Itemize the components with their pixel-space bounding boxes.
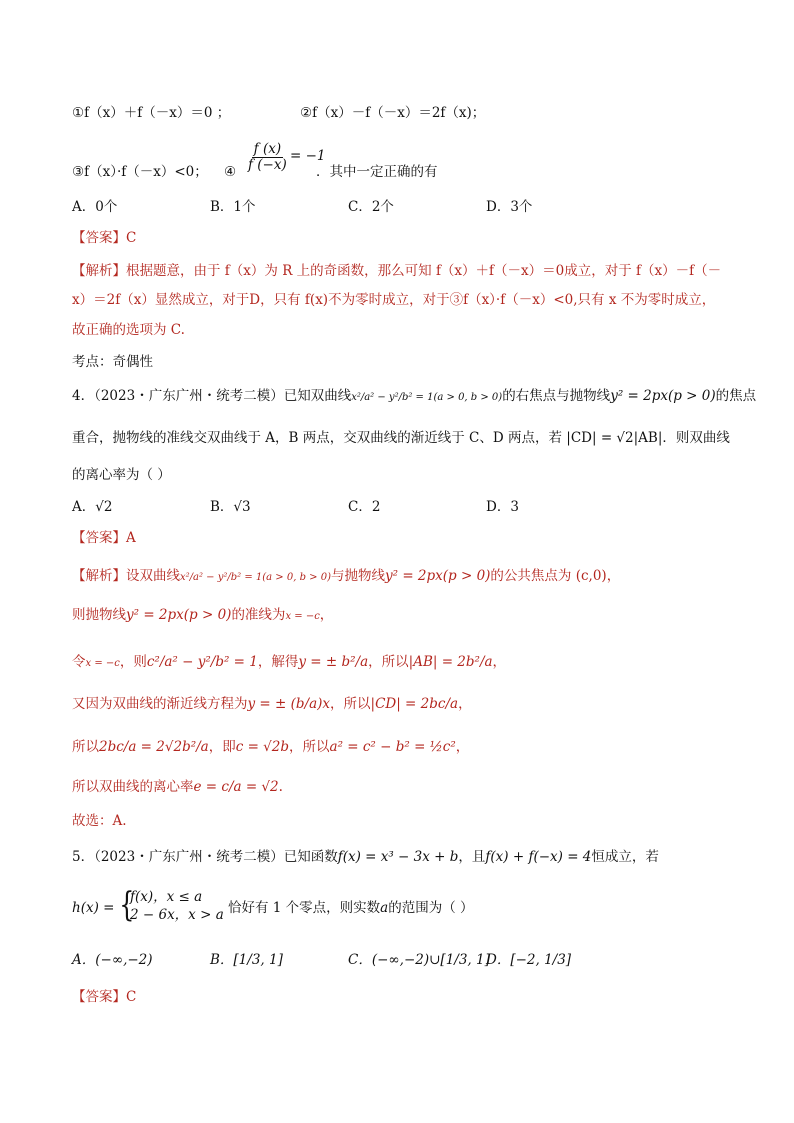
q3-statement-4-label: ④ [224, 164, 237, 180]
q4-sol1-a: 设双曲线 [126, 568, 180, 584]
q3-answer: 【答案】C [72, 230, 137, 246]
q3-option-a: A．0个 [72, 199, 118, 215]
q4-sol5-c: ，所以 [289, 739, 330, 755]
q3-kaodian: 考点：奇偶性 [72, 354, 153, 370]
q4-sol4-cd: |CD| = 2bc/a [370, 696, 459, 712]
q5-stem1-f: f(x) = x³ − 3x + b [337, 849, 459, 865]
q5-stem1-cond: f(x) + f(−x) = 4 [485, 849, 592, 865]
q3-analysis-line1 [72, 261, 734, 281]
q4-answer: 【答案】A [72, 530, 136, 546]
q4-solution-line3 [72, 652, 734, 674]
q5-option-d: D．[−2, 1/3] [486, 952, 572, 968]
q3-statements-row2 [72, 142, 734, 186]
q3-analysis-line3: 故正确的选项为 C. [72, 322, 185, 338]
q4-sol3-e: ， [492, 654, 507, 670]
q5-stem2-b: 恰好有 1 个零点，则实数 [228, 900, 381, 916]
q4-sol4-y: y = ± (b/a)x [247, 696, 331, 712]
q4-option-a: A．√2 [72, 499, 113, 515]
q3-option-b: B．1个 [210, 199, 256, 215]
q5-stem2-a: a [380, 900, 389, 916]
q3-option-c: C．2个 [348, 199, 394, 215]
q4-sol1-b: 与抛物线 [330, 568, 385, 584]
q4-guxuan: 故选：A. [72, 813, 127, 829]
q4-stem-line2: 重合，抛物线的准线交双曲线于 A，B 两点，交双曲线的渐近线于 C、D 两点，若 |CD| = √2|AB|．则双曲线 [72, 430, 730, 446]
q5-h-case2: 2 − 6x，x > a [130, 907, 224, 923]
q4-sol5-b: ，即 [208, 739, 236, 755]
q5-answer: 【答案】C [72, 989, 137, 1005]
q3-s4-denominator: f (−x) [248, 156, 287, 173]
q4-solution-line4 [72, 694, 734, 714]
q4-stem1-c: 的焦点 [715, 388, 757, 404]
q5-h-case1: f(x)，x ≤ a [130, 889, 203, 905]
q5-option-a: A．(−∞,−2) [72, 952, 153, 968]
q4-sol6-e: e = c/a = √2 [193, 779, 279, 795]
q5-h-brace: { [119, 885, 135, 925]
q4-stem1-hyperbola: x²/a² − y²/b² = 1(a > 0, b > 0) [351, 392, 503, 403]
q4-stem1-b: 的右焦点与抛物线 [502, 388, 611, 404]
q4-sol3-ab: |AB| = 2b²/a [408, 654, 493, 670]
q5-h-lhs: h(x) = [72, 900, 115, 916]
q5-stem1-b: ，且 [458, 849, 486, 865]
q4-option-d: D．3 [486, 499, 519, 515]
q4-sol5-a: 所以 [72, 739, 99, 755]
q4-sol3-x: x = −c [85, 658, 120, 669]
q4-sol3-d: ，所以 [368, 654, 409, 670]
q4-sol2-directrix: x = −c [285, 611, 320, 622]
q3-analysis-text1: 根据题意，由于 f（x）为 R 上的奇函数，那么可知 f（x）＋f（－x）＝0成立，对于 f（x）－f（－ [126, 263, 722, 279]
q3-statement-1: ①f（x）＋f（－x）＝0 ； [72, 105, 231, 121]
q4-sol3-a: 令 [72, 654, 86, 670]
q4-sol1-parabola: y² = 2px(p > 0) [384, 568, 491, 584]
q4-sol2-b: 的准线为 [231, 607, 286, 623]
q4-sol4-b: ，所以 [330, 696, 371, 712]
q4-sol2-a: 则抛物线 [72, 607, 126, 623]
q4-sol6-b: . [278, 779, 283, 795]
q3-statement-2: ②f（x）－f（－x）＝2f（x)； [300, 105, 486, 121]
q4-sol1-hyperbola: x²/a² − y²/b² = 1(a > 0, b > 0) [180, 572, 331, 583]
q3-s4-rhs: = −1 [290, 148, 326, 164]
q4-option-b: B．√3 [210, 499, 251, 515]
q4-sol4-c: ， [458, 696, 472, 712]
q3-analysis-line2: x）＝2f（x）显然成立，对于D，只有 f(x)不为零时成立，对于③f（x）·f（－x）<0,只有 x 不为零时成立， [72, 292, 716, 308]
q4-solution-line6 [72, 777, 734, 797]
q4-solution-line5 [72, 737, 734, 757]
q4-option-c: C．2 [348, 499, 381, 515]
q3-s4-tail: ．其中一定正确的有 [316, 164, 438, 180]
q4-stem1-parabola: y² = 2px(p > 0) [610, 388, 716, 404]
q5-stem2-c: 的范围为（ ） [388, 900, 474, 916]
q4-stem1-a: 4．（2023・广东广州・统考二模）已知双曲线 [72, 388, 352, 404]
q4-sol3-eq: c²/a² − y²/b² = 1 [146, 654, 258, 670]
q4-sol5-a2: a² = c² − b² = ½c² [329, 739, 456, 755]
q4-stem-line1 [72, 386, 757, 408]
q4-solution-line1 [72, 566, 734, 588]
q4-sol6-a: 所以双曲线的离心率 [72, 779, 194, 795]
q4-sol2-parabola: y² = 2px(p > 0) [126, 607, 232, 623]
q5-stem1-c: 恒成立，若 [591, 849, 659, 865]
q4-sol1-c: 的公共焦点为 (c,0)， [490, 568, 621, 584]
q4-sol5-eq: 2bc/a = 2√2b²/a [99, 739, 209, 755]
q4-sol3-y: y = ± b²/a [298, 654, 369, 670]
q3-statement-4-fraction [244, 142, 291, 173]
q4-sol1-tag: 【解析】 [72, 568, 126, 584]
q5-stem-line2 [72, 886, 734, 930]
q4-sol5-c2b: c = √2b [235, 739, 290, 755]
q5-stem2-tail [228, 898, 474, 918]
q4-sol5-d: ， [455, 739, 470, 755]
q4-sol3-b: ，则 [119, 654, 147, 670]
q4-sol3-c: ，解得 [257, 654, 299, 670]
q4-stem-line3: 的离心率为（ ） [72, 467, 171, 483]
q5-option-b: B．[1/3, 1] [210, 952, 283, 968]
q5-stem1-a: 5．（2023・广东广州・统考二模）已知函数 [72, 849, 338, 865]
q5-option-c: C．(−∞,−2)∪[1/3, 1] [348, 952, 490, 968]
q4-solution-line2 [72, 605, 734, 627]
q4-sol4-a: 又因为双曲线的渐近线方程为 [72, 696, 248, 712]
q5-stem-line1 [72, 847, 734, 867]
q5-h-cases [130, 888, 224, 924]
q3-s4-numerator: f (x) [253, 141, 282, 157]
q3-analysis-tag: 【解析】 [72, 263, 126, 279]
q3-option-d: D．3个 [486, 199, 533, 215]
q4-sol2-c: ， [319, 607, 334, 623]
q3-statement-3: ③f（x）·f（－x）<0； [72, 164, 208, 180]
